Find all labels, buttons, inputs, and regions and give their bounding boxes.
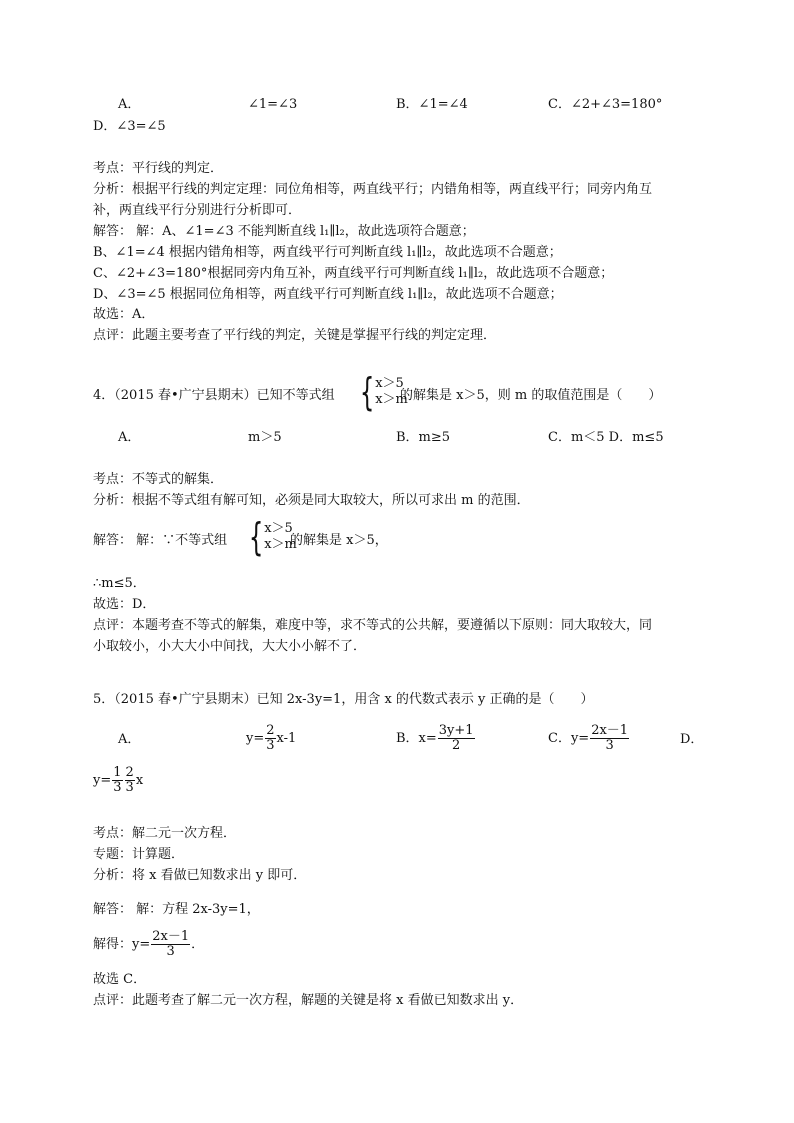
q3-option-c: C．∠2+∠3=180° bbox=[548, 97, 663, 112]
q5-option-c bbox=[548, 722, 630, 756]
q3-option-b: B．∠1=∠4 bbox=[396, 97, 468, 112]
q4-therefore: ∴m≤5． bbox=[93, 576, 146, 591]
q5-comment: 点评：此题考查了解二元一次方程，解题的关键是将 x 看做已知数求出 y． bbox=[93, 993, 524, 1008]
q5-option-a-numerator: 2 bbox=[266, 723, 275, 738]
q4-option-cd: C．m＜5 D．m≤5 bbox=[548, 430, 664, 445]
q4-jieda-inequality-system bbox=[244, 515, 297, 559]
q4-kaodian: 考点：不等式的解集． bbox=[93, 472, 224, 487]
q3-comment: 点评：此题主要考查了平行线的判定，关键是掌握平行线的判定定理． bbox=[93, 328, 497, 343]
q5-solution bbox=[93, 928, 204, 962]
q5-option-c-fraction bbox=[590, 724, 629, 753]
q5-option-b-fraction bbox=[438, 724, 475, 753]
q4-answer: 故选：D． bbox=[93, 597, 156, 612]
q5-answer: 故选 C． bbox=[93, 972, 147, 987]
q5-option-c-lhs: C．y= bbox=[548, 731, 590, 746]
q5-option-d-rest: x bbox=[135, 773, 144, 788]
left-brace-icon: { bbox=[359, 370, 375, 414]
q5-jieda: 解答： 解：方程 2x-3y=1， bbox=[93, 902, 260, 917]
q4-option-a: m＞5 bbox=[248, 430, 282, 445]
q4-system-row1: x＞5 bbox=[375, 376, 404, 391]
q3-jieda-line3: C、∠2+∠3=180°根据同旁内角互补，两直线平行可判断直线 l₁∥l₂，故此选项不合题意； bbox=[93, 266, 614, 281]
q4-jieda-row2: x＞m bbox=[264, 537, 297, 552]
q5-option-a-rest: x-1 bbox=[276, 731, 297, 746]
q4-option-a-letter: A． bbox=[118, 430, 141, 445]
q4-fenxi: 分析：根据不等式组有解可知，必须是同大取较大，所以可求出 m 的范围． bbox=[93, 493, 530, 508]
left-brace-icon: { bbox=[248, 515, 264, 559]
q5-option-b bbox=[396, 722, 476, 756]
q5-option-d-numerator1: 1 bbox=[113, 765, 122, 780]
q3-jieda-line4: D、∠3=∠5 根据同位角相等，两直线平行可判断直线 l₁∥l₂，故此选项不合题意； bbox=[93, 287, 563, 302]
q5-option-a bbox=[246, 722, 296, 756]
q3-jieda-line1: 解答： 解：A、∠1=∠3 不能判断直线 l₁∥l₂，故此选项符合题意； bbox=[93, 224, 475, 239]
q5-solution-fraction bbox=[151, 930, 190, 959]
q5-option-a-lhs: y= bbox=[246, 731, 265, 746]
q5-stem: 5．（2015 春•广宁县期末）已知 2x-3y=1，用含 x 的代数式表示 y 正确的是（ ） bbox=[93, 692, 594, 707]
q5-option-b-denominator: 2 bbox=[452, 738, 461, 753]
q5-option-b-lhs: B．x= bbox=[396, 731, 437, 746]
q5-fenxi: 分析：将 x 看做已知数求出 y 即可． bbox=[93, 868, 307, 883]
q3-option-a-letter: A． bbox=[118, 97, 141, 112]
q5-option-a-fraction bbox=[265, 724, 275, 753]
q3-answer: 故选：A． bbox=[93, 307, 155, 322]
q4-jieda-row1: x＞5 bbox=[264, 521, 293, 536]
q5-option-d-denominator2: 3 bbox=[125, 780, 134, 795]
q3-fenxi-line1: 分析：根据平行线的判定定理：同位角相等，两直线平行；内错角相等，两直线平行；同旁内角互 bbox=[93, 182, 653, 197]
q3-option-d: D．∠3=∠5 bbox=[93, 119, 166, 134]
q4-stem-suffix: 的解集是 x＞5，则 m 的取值范围是（ ） bbox=[400, 388, 662, 403]
q5-option-d-fraction2 bbox=[125, 766, 135, 795]
q4-system-row2: x＞m bbox=[375, 392, 408, 407]
q5-option-d-fraction1 bbox=[112, 766, 122, 795]
q5-solution-period: ． bbox=[191, 937, 205, 952]
q5-option-d-lhs: y= bbox=[93, 773, 112, 788]
q3-kaodian: 考点：平行线的判定． bbox=[93, 161, 224, 176]
q3-jieda-line2: B、∠1=∠4 根据内错角相等，两直线平行可判断直线 l₁∥l₂，故此选项不合题意； bbox=[93, 245, 562, 260]
q5-option-a-denominator: 3 bbox=[266, 738, 275, 753]
q5-option-b-numerator: 3y+1 bbox=[438, 723, 474, 738]
q5-option-d bbox=[93, 764, 143, 798]
q5-zhuanti: 专题：计算题． bbox=[93, 847, 185, 862]
q5-solution-denominator: 3 bbox=[166, 944, 175, 959]
q4-comment-line1: 点评：本题考查不等式的解集，难度中等，求不等式的公共解，要遵循以下原则：同大取较大，同 bbox=[93, 618, 653, 633]
q4-comment-line2: 小取较小，小大大小中间找，大大小小解不了． bbox=[93, 639, 367, 654]
q5-solution-lhs: 解得：y= bbox=[93, 937, 151, 952]
q5-option-d-numerator2: 2 bbox=[125, 765, 134, 780]
q5-option-c-denominator: 3 bbox=[605, 738, 614, 753]
q5-solution-numerator: 2x－1 bbox=[152, 929, 190, 944]
q5-option-d-letter: D． bbox=[680, 732, 704, 747]
q5-kaodian: 考点：解二元一次方程． bbox=[93, 826, 237, 841]
q3-fenxi-line2: 补，两直线平行分别进行分析即可． bbox=[93, 203, 302, 218]
q3-option-a: ∠1=∠3 bbox=[248, 97, 298, 112]
q4-jieda-prefix: 解答： 解：∵不等式组 bbox=[93, 533, 228, 548]
q4-jieda-suffix: 的解集是 x＞5， bbox=[290, 533, 388, 548]
q4-option-b: B．m≥5 bbox=[396, 430, 451, 445]
q4-stem-prefix: 4．（2015 春•广宁县期末）已知不等式组 bbox=[93, 388, 335, 403]
q5-option-d-denominator1: 3 bbox=[113, 780, 122, 795]
q5-option-c-numerator: 2x－1 bbox=[591, 723, 629, 738]
q5-option-a-letter: A． bbox=[118, 732, 141, 747]
